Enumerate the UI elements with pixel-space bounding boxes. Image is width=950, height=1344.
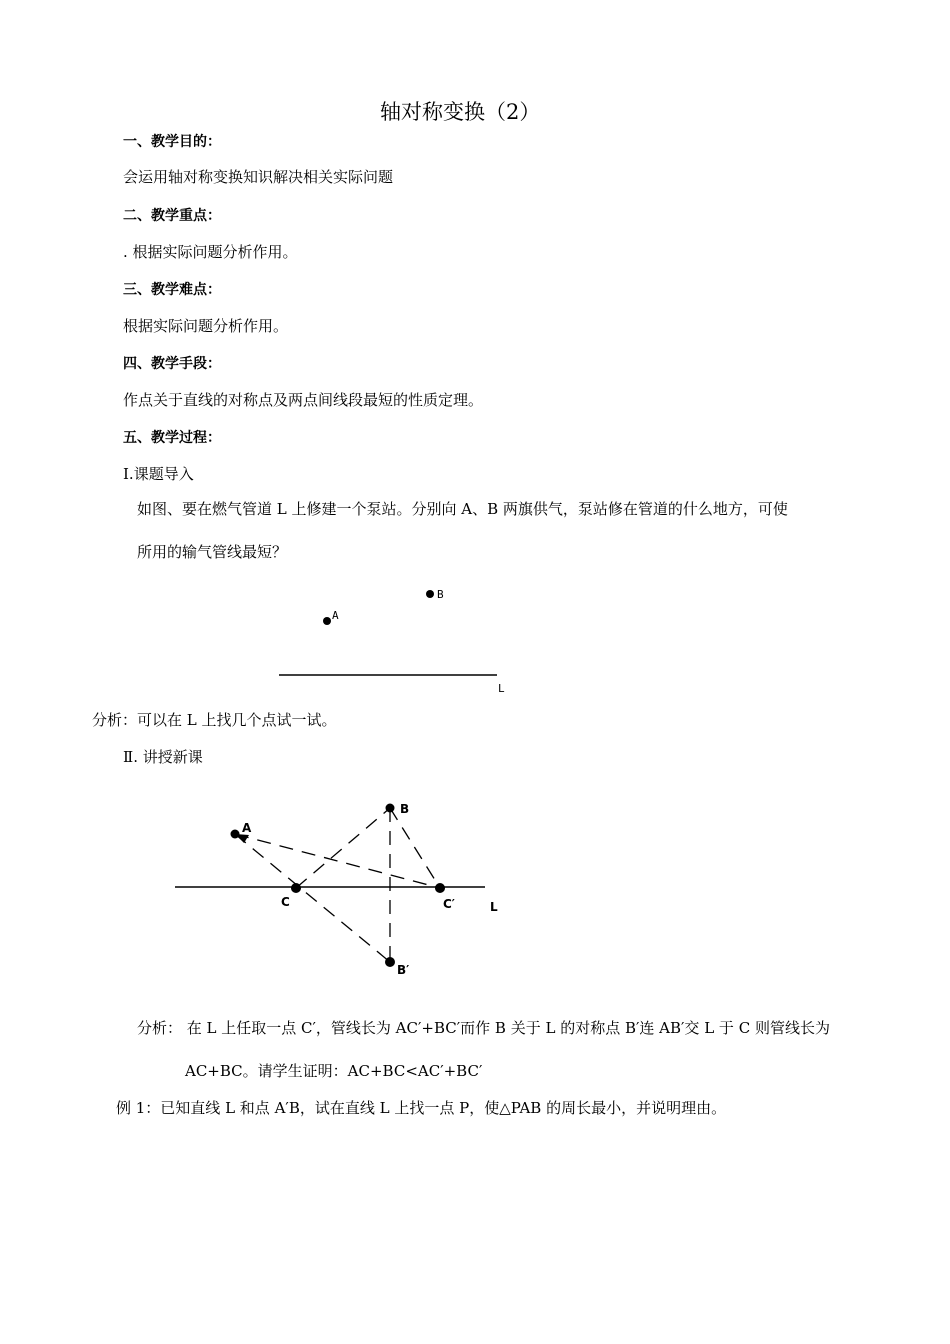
point-b-dot	[386, 804, 395, 813]
label-a: A	[332, 609, 339, 622]
segment-c-b	[296, 808, 390, 888]
section-heading-means: 四、教学手段：	[123, 356, 221, 372]
section-body-difficulties: 根据实际问题分析作用。	[123, 317, 289, 335]
point-a-dot	[231, 830, 240, 839]
label-b: B	[400, 802, 410, 816]
label-a: A	[242, 821, 252, 835]
point-b2-dot	[385, 957, 395, 967]
segment-b-c2	[390, 808, 440, 888]
label-c: C	[281, 895, 290, 909]
segment-a-c2	[235, 834, 440, 888]
intro-paragraph-line1: 如图、要在燃气管道 L 上修建一个泵站。分别向 A、B 两旗供气，泵站修在管道的什么地方，可使	[137, 500, 788, 518]
section-heading-process: 五、教学过程：	[123, 430, 221, 446]
section-body-means: 作点关于直线的对称点及两点间线段最短的性质定理。	[123, 391, 484, 409]
analysis-paragraph-1: 分析：可以在 L 上找几个点试一试。	[92, 711, 337, 729]
section-body-objectives: 会运用轴对称变换知识解决相关实际问题	[123, 168, 394, 186]
segment-a-b2	[235, 834, 390, 962]
label-l: L	[498, 682, 505, 695]
label-l: L	[490, 900, 498, 914]
label-b: B	[437, 588, 444, 601]
analysis-paragraph-2-line1: 分析： 在 L 上任取一点 C′，管线长为 AC′+BC′而作 B 关于 L 的对称点 B′连 AB′交 L 于 C 则管线长为	[137, 1019, 830, 1037]
part-heading-new-lesson: Ⅱ. 讲授新课	[123, 748, 203, 766]
label-c-prime: C′	[443, 897, 455, 911]
example-1: 例 1：已知直线 L 和点 A′B，试在直线 L 上找一点 P，使△PAB 的周长最小，并说明理由。	[116, 1099, 727, 1117]
section-heading-key-points: 二、教学重点：	[123, 208, 221, 224]
section-heading-difficulties: 三、教学难点：	[123, 282, 221, 298]
part-heading-intro: Ⅰ.课题导入	[123, 465, 194, 483]
label-b-prime: B′	[397, 963, 410, 977]
section-body-key-points: . 根据实际问题分析作用。	[123, 243, 298, 261]
section-heading-objectives: 一、教学目的：	[123, 134, 221, 150]
analysis-paragraph-2-line2: AC+BC。请学生证明：AC+BC<AC′+BC′	[185, 1062, 483, 1080]
point-c2-dot	[435, 883, 445, 893]
point-c-dot	[291, 883, 301, 893]
intro-paragraph-line2: 所用的输气管线最短？	[137, 543, 288, 561]
page-title: 轴对称变换（2）	[380, 100, 541, 124]
